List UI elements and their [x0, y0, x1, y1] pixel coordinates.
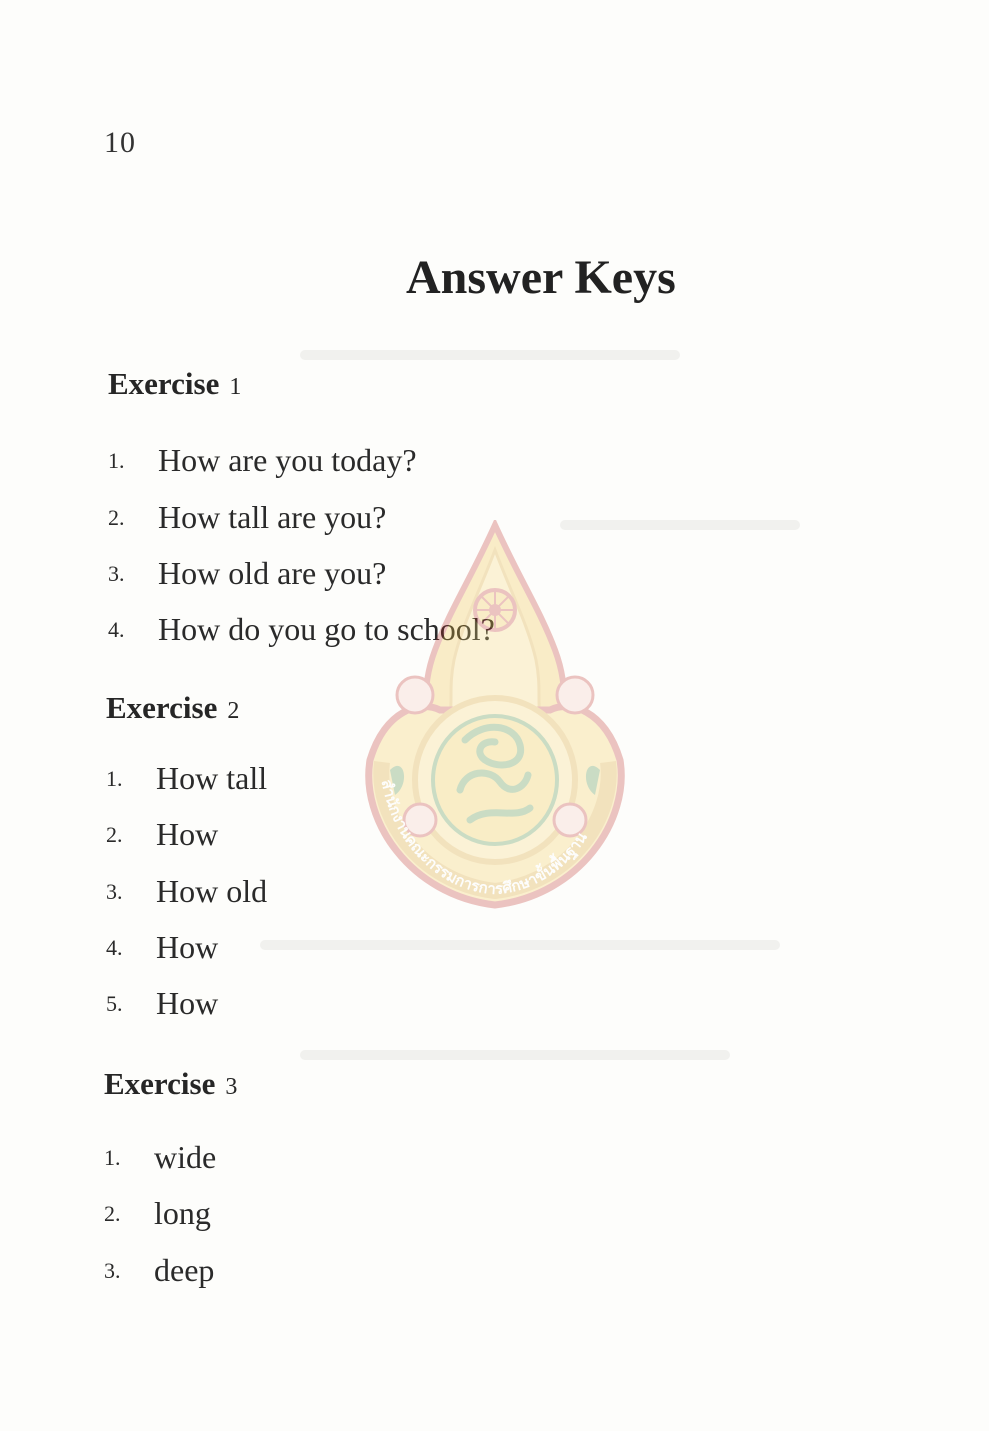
item-text: wide	[154, 1139, 217, 1175]
show-through-line	[300, 1050, 730, 1060]
page-number: 10	[104, 126, 136, 159]
list-item	[108, 611, 495, 648]
list-item	[106, 985, 218, 1022]
show-through-line	[260, 940, 780, 950]
list-item	[108, 442, 417, 479]
page-title: Answer Keys	[406, 251, 676, 304]
item-number: 4.	[106, 935, 123, 960]
item-number: 2.	[108, 505, 125, 530]
list-item	[104, 1139, 216, 1176]
item-text: How	[156, 929, 219, 965]
item-number: 2.	[106, 822, 123, 847]
item-text: How tall	[156, 760, 268, 796]
item-number: 5.	[106, 991, 123, 1016]
exercise-3-heading	[104, 1066, 237, 1102]
list-item	[104, 1252, 214, 1289]
exercise-2-heading	[106, 690, 239, 726]
item-text: How tall are you?	[158, 499, 387, 535]
list-item	[106, 816, 218, 853]
exercise-1-heading	[108, 366, 241, 402]
exercise-heading-number: 1	[229, 374, 242, 400]
item-number: 3.	[106, 879, 123, 904]
exercise-heading-label: Exercise	[108, 366, 220, 401]
list-item	[108, 499, 386, 536]
item-number: 4.	[108, 617, 125, 642]
item-text: How old are you?	[158, 555, 387, 591]
list-item	[108, 555, 386, 592]
item-number: 1.	[104, 1145, 121, 1170]
svg-text:สำนักงานคณะกรรมการการศึกษาขั้น	[378, 778, 591, 898]
watermark-seal	[350, 520, 640, 910]
exercise-heading-label: Exercise	[104, 1066, 216, 1101]
item-text: How old	[156, 873, 268, 909]
item-number: 1.	[108, 448, 125, 473]
item-text: How do you go to school?	[158, 611, 495, 647]
item-text: long	[154, 1195, 211, 1231]
item-number: 2.	[104, 1201, 121, 1226]
seal-emblem-icon	[350, 520, 640, 910]
show-through-line	[300, 350, 680, 360]
exercise-heading-number: 2	[227, 698, 240, 724]
show-through-line	[560, 520, 800, 530]
list-item	[106, 929, 218, 966]
item-text: How	[156, 816, 219, 852]
item-text: deep	[154, 1252, 215, 1288]
item-text: How are you today?	[158, 442, 417, 478]
item-number: 3.	[104, 1258, 121, 1283]
list-item	[106, 873, 267, 910]
item-text: How	[156, 985, 219, 1021]
list-item	[106, 760, 267, 797]
list-item	[104, 1195, 211, 1232]
seal-ribbon-text: สำนักงานคณะกรรมการการศึกษาขั้นพื้นฐาน	[377, 777, 591, 899]
item-number: 1.	[106, 766, 123, 791]
exercise-heading-number: 3	[225, 1074, 238, 1100]
exercise-heading-label: Exercise	[106, 690, 218, 725]
item-number: 3.	[108, 561, 125, 586]
